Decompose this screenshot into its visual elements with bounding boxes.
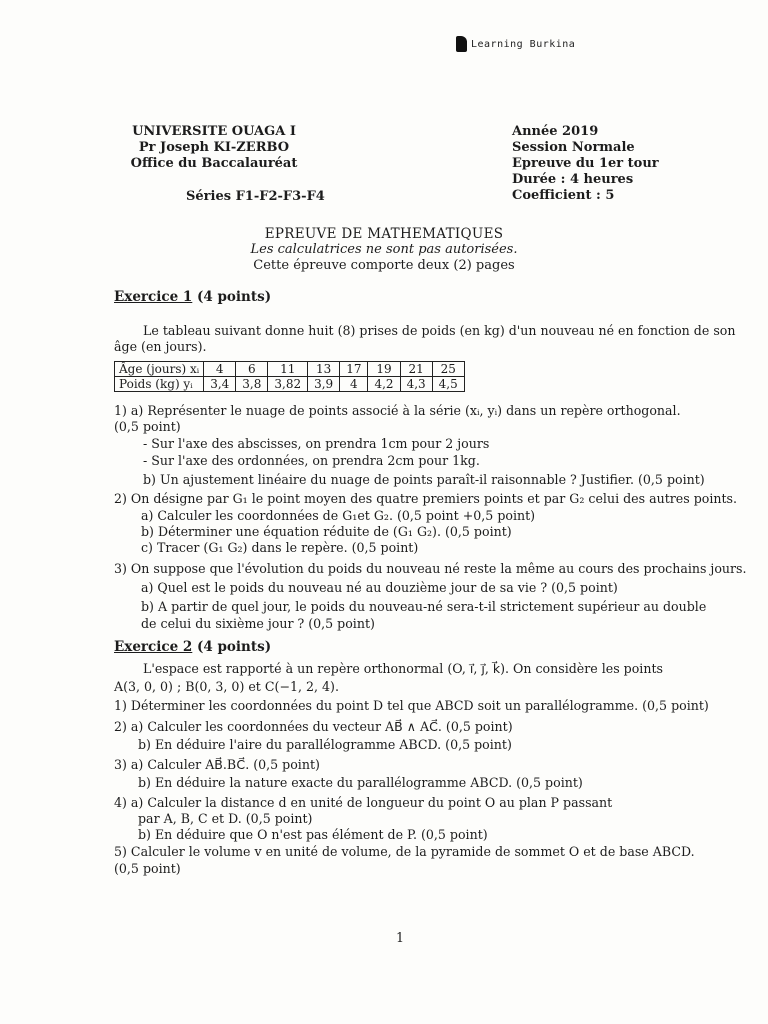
table-cell: 13 xyxy=(308,362,340,377)
table-cell: 4 xyxy=(340,377,368,392)
header-left xyxy=(122,124,306,172)
table-cell: 19 xyxy=(368,362,400,377)
university-name: UNIVERSITE OUAGA I xyxy=(132,124,296,139)
table-cell: 3,8 xyxy=(236,377,268,392)
table-cell: 11 xyxy=(268,362,308,377)
exam-round: Epreuve du 1er tour xyxy=(512,156,659,171)
table-cell: 6 xyxy=(236,362,268,377)
ex1-line: a) Calculer les coordonnées de G₁et G₂. (0,5 point +0,5 point) xyxy=(141,508,536,523)
exercise-1-heading xyxy=(114,289,271,305)
ex2-line: 5) Calculer le volume v en unité de volume, de la pyramide de sommet O et de base ABCD. xyxy=(114,844,695,859)
ex1-line: b) A partir de quel jour, le poids du nouveau-né sera-t-il strictement supérieur au double xyxy=(141,599,707,614)
university-subname: Pr Joseph KI-ZERBO xyxy=(138,140,290,155)
table-cell: 4 xyxy=(204,362,236,377)
table-cell: 3,9 xyxy=(308,377,340,392)
ex1-line: b) Déterminer une équation réduite de (G₁ G₂). (0,5 point) xyxy=(141,524,512,539)
table-cell: 4,5 xyxy=(432,377,464,392)
ex2-line: par A, B, C et D. (0,5 point) xyxy=(138,811,313,826)
ex1-line: - Sur l'axe des ordonnées, on prendra 2cm pour 1kg. xyxy=(143,453,480,468)
data-table xyxy=(114,361,465,392)
office-name: Office du Baccalauréat xyxy=(130,156,298,171)
exercise-2-heading xyxy=(114,639,271,655)
exam-duration: Durée : 4 heures xyxy=(512,172,634,187)
ex2-line: b) En déduire l'aire du parallélogramme ABCD. (0,5 point) xyxy=(138,737,512,752)
ex2-line: 2) a) Calculer les coordonnées du vecteur AB⃗ ∧ AC⃗. (0,5 point) xyxy=(114,719,513,734)
exam-year: Année 2019 xyxy=(512,124,599,139)
exam-series: Séries F1-F2-F3-F4 xyxy=(186,189,325,204)
title-block xyxy=(0,226,768,274)
ex1-line: b) Un ajustement linéaire du nuage de points paraît-il raisonnable ? Justifier. (0,5 point) xyxy=(143,472,705,487)
table-row xyxy=(115,362,465,377)
ex1-line: c) Tracer (G₁ G₂) dans le repère. (0,5 point) xyxy=(141,540,419,555)
table-row-label: Poids (kg) yᵢ xyxy=(115,377,204,392)
exam-pages-note: Cette épreuve comporte deux (2) pages xyxy=(253,258,515,273)
ex1-line: 2) On désigne par G₁ le point moyen des quatre premiers points et par G₂ celui des autres points. xyxy=(114,491,738,506)
logo xyxy=(456,36,575,52)
ex2-line: 1) Déterminer les coordonnées du point D tel que ABCD soit un parallélogramme. (0,5 point) xyxy=(114,698,709,713)
exercise-1-intro-line2: âge (en jours). xyxy=(114,339,207,354)
ex1-line: - Sur l'axe des abscisses, on prendra 1cm pour 2 jours xyxy=(143,436,490,451)
ex1-line: de celui du sixième jour ? (0,5 point) xyxy=(141,616,375,631)
exercise-1-label: Exercice 1 xyxy=(114,289,193,305)
table-cell: 4,2 xyxy=(368,377,400,392)
exercise-2-points: (4 points) xyxy=(197,639,272,655)
exam-coefficient: Coefficient : 5 xyxy=(512,188,615,203)
ex2-line: b) En déduire que O n'est pas élément de P. (0,5 point) xyxy=(138,827,488,842)
ex1-line: a) Quel est le poids du nouveau né au douzième jour de sa vie ? (0,5 point) xyxy=(141,580,618,595)
table-cell: 3,82 xyxy=(268,377,308,392)
table-cell: 4,3 xyxy=(400,377,432,392)
exercise-2-label: Exercice 2 xyxy=(114,639,193,655)
table-cell: 21 xyxy=(400,362,432,377)
table-cell: 17 xyxy=(340,362,368,377)
table-row xyxy=(115,377,465,392)
page-number: 1 xyxy=(396,930,405,945)
ex2-line: 3) a) Calculer AB⃗.BC⃗. (0,5 point) xyxy=(114,757,320,772)
exam-title: EPREUVE DE MATHEMATIQUES xyxy=(264,226,504,242)
logo-text: Learning Burkina xyxy=(471,38,576,50)
logo-icon xyxy=(456,36,467,52)
ex2-line: 4) a) Calculer la distance d en unité de longueur du point O au plan P passant xyxy=(114,795,613,810)
ex2-line: L'espace est rapporté à un repère orthonormal (O, i⃗, j⃗, k⃗). On considère les points xyxy=(143,661,663,676)
ex1-line: 3) On suppose que l'évolution du poids du nouveau né reste la même au cours des prochains jours. xyxy=(114,561,747,576)
exam-session: Session Normale xyxy=(512,140,635,155)
exam-note: Les calculatrices ne sont pas autorisées. xyxy=(250,242,518,257)
ex2-line: b) En déduire la nature exacte du parallélogramme ABCD. (0,5 point) xyxy=(138,775,583,790)
exercise-1-points: (4 points) xyxy=(197,289,272,305)
ex1-line: (0,5 point) xyxy=(114,419,181,434)
header-right xyxy=(512,124,659,204)
table-cell: 25 xyxy=(432,362,464,377)
table-row-label: Âge (jours) xᵢ xyxy=(115,362,204,377)
table-cell: 3,4 xyxy=(204,377,236,392)
exercise-1-intro-line1: Le tableau suivant donne huit (8) prises de poids (en kg) d'un nouveau né en fonction de son xyxy=(143,323,736,338)
ex1-line: 1) a) Représenter le nuage de points associé à la série (xᵢ, yᵢ) dans un repère orthogonal. xyxy=(114,403,681,418)
ex2-line: A(3, 0, 0) ; B(0, 3, 0) et C(−1, 2, 4). xyxy=(114,679,339,694)
ex2-line: (0,5 point) xyxy=(114,861,181,876)
